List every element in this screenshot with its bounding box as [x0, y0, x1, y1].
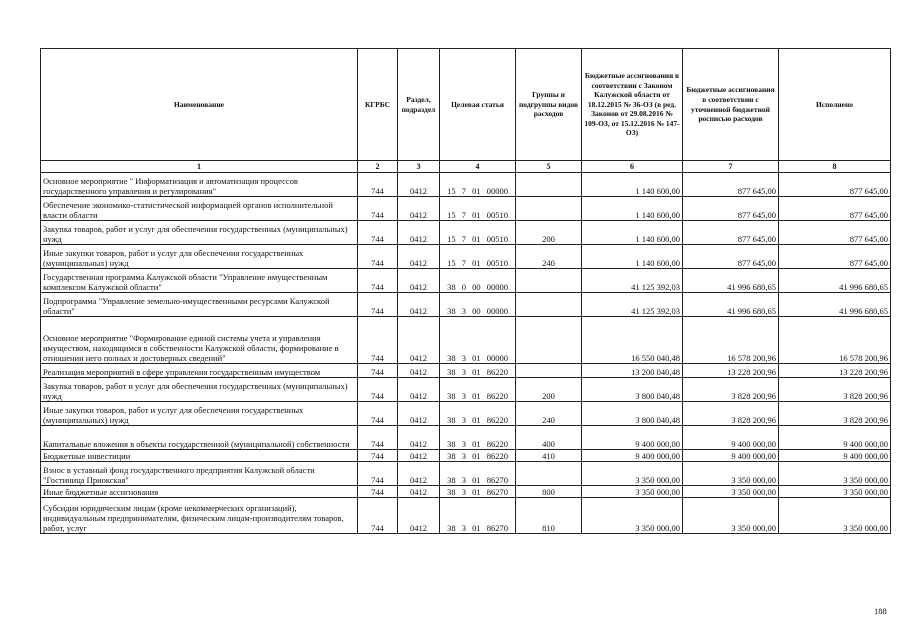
- page-number: 188: [874, 606, 887, 616]
- row-section: 0412: [398, 269, 440, 293]
- row-law-allocation: 3 350 000,00: [582, 462, 683, 486]
- row-kgrbs: 744: [358, 317, 398, 364]
- table-row: [41, 245, 891, 269]
- row-target: 38 3 01 00000: [440, 317, 516, 364]
- header-section: Раздел, подраздел: [398, 49, 440, 161]
- column-number: 5: [516, 161, 582, 173]
- row-law-allocation: 3 800 040,48: [582, 378, 683, 402]
- row-executed: 41 996 680,65: [779, 293, 891, 317]
- header-target: Целевая статья: [440, 49, 516, 161]
- row-target: 15 7 01 00510: [440, 221, 516, 245]
- row-name: Иные закупки товаров, работ и услуг для обеспечения государственных (муниципальных) нужд: [41, 402, 358, 426]
- table-row: [41, 426, 891, 450]
- row-target: 38 0 00 00000: [440, 269, 516, 293]
- column-number: 3: [398, 161, 440, 173]
- row-section: 0412: [398, 426, 440, 450]
- table-row: [41, 486, 891, 498]
- row-kgrbs: 744: [358, 402, 398, 426]
- header-refined-allocation: Бюджетные ассигнования в соответствии с уточненной бюджетной росписью расходов: [683, 49, 779, 161]
- row-executed: 9 400 000,00: [779, 426, 891, 450]
- table-body: [41, 161, 891, 534]
- row-law-allocation: 3 350 000,00: [582, 486, 683, 498]
- row-executed: 877 645,00: [779, 173, 891, 197]
- row-refined-allocation: 3 828 200,96: [683, 378, 779, 402]
- table-row: [41, 364, 891, 378]
- row-executed: 3 828 200,96: [779, 378, 891, 402]
- row-name: Подпрограмма "Управление земельно-имущественными ресурсами Калужской области": [41, 293, 358, 317]
- row-section: 0412: [398, 486, 440, 498]
- row-section: 0412: [398, 221, 440, 245]
- row-refined-allocation: 3 350 000,00: [683, 462, 779, 486]
- row-group: 240: [516, 245, 582, 269]
- row-refined-allocation: 9 400 000,00: [683, 450, 779, 462]
- table-row: [41, 402, 891, 426]
- row-kgrbs: 744: [358, 364, 398, 378]
- header-group: Группы и подгруппы видов расходов: [516, 49, 582, 161]
- row-group: [516, 293, 582, 317]
- row-law-allocation: 1 140 600,00: [582, 197, 683, 221]
- table-row: [41, 498, 891, 534]
- row-executed: 41 996 680,65: [779, 269, 891, 293]
- row-law-allocation: 16 550 040,48: [582, 317, 683, 364]
- row-group: [516, 462, 582, 486]
- row-group: [516, 364, 582, 378]
- table-row: [41, 173, 891, 197]
- row-name: Обеспечение экономико-статистической информацией органов исполнительной власти области: [41, 197, 358, 221]
- column-number: 6: [582, 161, 683, 173]
- table-row: [41, 197, 891, 221]
- row-executed: 877 645,00: [779, 245, 891, 269]
- column-number: 1: [41, 161, 358, 173]
- row-kgrbs: 744: [358, 245, 398, 269]
- row-executed: 877 645,00: [779, 221, 891, 245]
- row-name: Субсидии юридическим лицам (кроме некоммерческих организаций), индивидуальным предпринимателям, физическим лицам-производителям товаров, работ, услуг: [41, 498, 358, 534]
- row-refined-allocation: 3 828 200,96: [683, 402, 779, 426]
- row-executed: 3 350 000,00: [779, 486, 891, 498]
- row-refined-allocation: 41 996 680,65: [683, 269, 779, 293]
- row-kgrbs: 744: [358, 269, 398, 293]
- row-target: 38 3 01 86220: [440, 450, 516, 462]
- column-number: 8: [779, 161, 891, 173]
- row-executed: 3 828 200,96: [779, 402, 891, 426]
- row-kgrbs: 744: [358, 378, 398, 402]
- row-law-allocation: 41 125 392,03: [582, 293, 683, 317]
- row-refined-allocation: 41 996 680,65: [683, 293, 779, 317]
- row-section: 0412: [398, 462, 440, 486]
- row-name: Бюджетные инвестиции: [41, 450, 358, 462]
- row-refined-allocation: 877 645,00: [683, 221, 779, 245]
- row-group: 200: [516, 221, 582, 245]
- row-kgrbs: 744: [358, 173, 398, 197]
- table-row: [41, 462, 891, 486]
- row-section: 0412: [398, 245, 440, 269]
- row-name: Государственная программа Калужской области "Управление имущественным комплексом Калужской области": [41, 269, 358, 293]
- row-kgrbs: 744: [358, 498, 398, 534]
- budget-table: [40, 48, 891, 534]
- row-name: Закупка товаров, работ и услуг для обеспечения государственных (муниципальных) нужд: [41, 378, 358, 402]
- row-kgrbs: 744: [358, 293, 398, 317]
- row-refined-allocation: 877 645,00: [683, 197, 779, 221]
- row-group: 810: [516, 498, 582, 534]
- row-executed: 16 578 200,96: [779, 317, 891, 364]
- row-law-allocation: 9 400 000,00: [582, 426, 683, 450]
- row-target: 38 3 01 86220: [440, 402, 516, 426]
- row-executed: 3 350 000,00: [779, 498, 891, 534]
- row-name: Реализация мероприятий в сфере управления государственным имуществом: [41, 364, 358, 378]
- row-name: Взнос в уставный фонд государственного предприятия Калужской области "Гостиница Приокская": [41, 462, 358, 486]
- column-number-row: [41, 161, 891, 173]
- row-target: 15 7 01 00000: [440, 173, 516, 197]
- row-law-allocation: 1 140 600,00: [582, 221, 683, 245]
- column-number: 4: [440, 161, 516, 173]
- row-target: 38 3 01 86220: [440, 378, 516, 402]
- row-section: 0412: [398, 364, 440, 378]
- row-refined-allocation: 13 228 200,96: [683, 364, 779, 378]
- table-row: [41, 293, 891, 317]
- row-name: Иные бюджетные ассигнования: [41, 486, 358, 498]
- row-group: [516, 317, 582, 364]
- row-executed: 9 400 000,00: [779, 450, 891, 462]
- row-name: Основное мероприятие "Формирование единой системы учета и управления имуществом, находящимся в собственности Калужской области, формирование в отношении него полных и достоверных сведений": [41, 317, 358, 364]
- row-section: 0412: [398, 197, 440, 221]
- row-target: 15 7 01 00510: [440, 245, 516, 269]
- row-target: 38 3 01 86270: [440, 486, 516, 498]
- row-law-allocation: 3 800 040,48: [582, 402, 683, 426]
- row-group: [516, 197, 582, 221]
- header-law-allocation: Бюджетные ассигнования в соответствии с Законом Калужской области от 18.12.2015 № 36-ОЗ (в ред. Законов от 29.08.2016 № 109-ОЗ, от 15.12.2016 № 147-ОЗ): [582, 49, 683, 161]
- row-refined-allocation: 3 350 000,00: [683, 498, 779, 534]
- row-section: 0412: [398, 293, 440, 317]
- table-row: [41, 317, 891, 364]
- row-kgrbs: 744: [358, 486, 398, 498]
- row-name: Основное мероприятие " Информатизация и автоматизация процессов государственного управления и регулирования": [41, 173, 358, 197]
- budget-document: [40, 48, 890, 534]
- row-name: Иные закупки товаров, работ и услуг для обеспечения государственных (муниципальных) нужд: [41, 245, 358, 269]
- row-law-allocation: 1 140 600,00: [582, 173, 683, 197]
- row-section: 0412: [398, 317, 440, 364]
- row-refined-allocation: 877 645,00: [683, 173, 779, 197]
- table-row: [41, 269, 891, 293]
- row-law-allocation: 13 200 040,48: [582, 364, 683, 378]
- row-kgrbs: 744: [358, 450, 398, 462]
- row-refined-allocation: 9 400 000,00: [683, 426, 779, 450]
- row-kgrbs: 744: [358, 221, 398, 245]
- row-section: 0412: [398, 450, 440, 462]
- header-name: Наименование: [41, 49, 358, 161]
- row-law-allocation: 3 350 000,00: [582, 498, 683, 534]
- row-kgrbs: 744: [358, 426, 398, 450]
- row-target: 38 3 00 00000: [440, 293, 516, 317]
- row-refined-allocation: 877 645,00: [683, 245, 779, 269]
- row-group: [516, 173, 582, 197]
- row-target: 38 3 01 86270: [440, 498, 516, 534]
- row-kgrbs: 744: [358, 462, 398, 486]
- row-group: 240: [516, 402, 582, 426]
- table-row: [41, 450, 891, 462]
- table-row: [41, 221, 891, 245]
- row-section: 0412: [398, 173, 440, 197]
- row-group: 800: [516, 486, 582, 498]
- column-number: 2: [358, 161, 398, 173]
- row-law-allocation: 9 400 000,00: [582, 450, 683, 462]
- row-law-allocation: 1 140 600,00: [582, 245, 683, 269]
- row-executed: 877 645,00: [779, 197, 891, 221]
- row-group: [516, 269, 582, 293]
- header-executed: Исполнено: [779, 49, 891, 161]
- row-name: Закупка товаров, работ и услуг для обеспечения государственных (муниципальных) нужд: [41, 221, 358, 245]
- row-section: 0412: [398, 402, 440, 426]
- row-target: 15 7 01 00510: [440, 197, 516, 221]
- row-target: 38 3 01 86270: [440, 462, 516, 486]
- row-group: 400: [516, 426, 582, 450]
- row-group: 200: [516, 378, 582, 402]
- row-group: 410: [516, 450, 582, 462]
- header-row: [41, 49, 891, 161]
- row-section: 0412: [398, 498, 440, 534]
- row-target: 38 3 01 86220: [440, 364, 516, 378]
- row-executed: 13 228 200,96: [779, 364, 891, 378]
- row-section: 0412: [398, 378, 440, 402]
- row-refined-allocation: 16 578 200,96: [683, 317, 779, 364]
- row-refined-allocation: 3 350 000,00: [683, 486, 779, 498]
- header-kgrbs: КГРБС: [358, 49, 398, 161]
- row-kgrbs: 744: [358, 197, 398, 221]
- table-row: [41, 378, 891, 402]
- row-executed: 3 350 000,00: [779, 462, 891, 486]
- column-number: 7: [683, 161, 779, 173]
- row-law-allocation: 41 125 392,03: [582, 269, 683, 293]
- row-target: 38 3 01 86220: [440, 426, 516, 450]
- row-name: Капитальные вложения в объекты государственной (муниципальной) собственности: [41, 426, 358, 450]
